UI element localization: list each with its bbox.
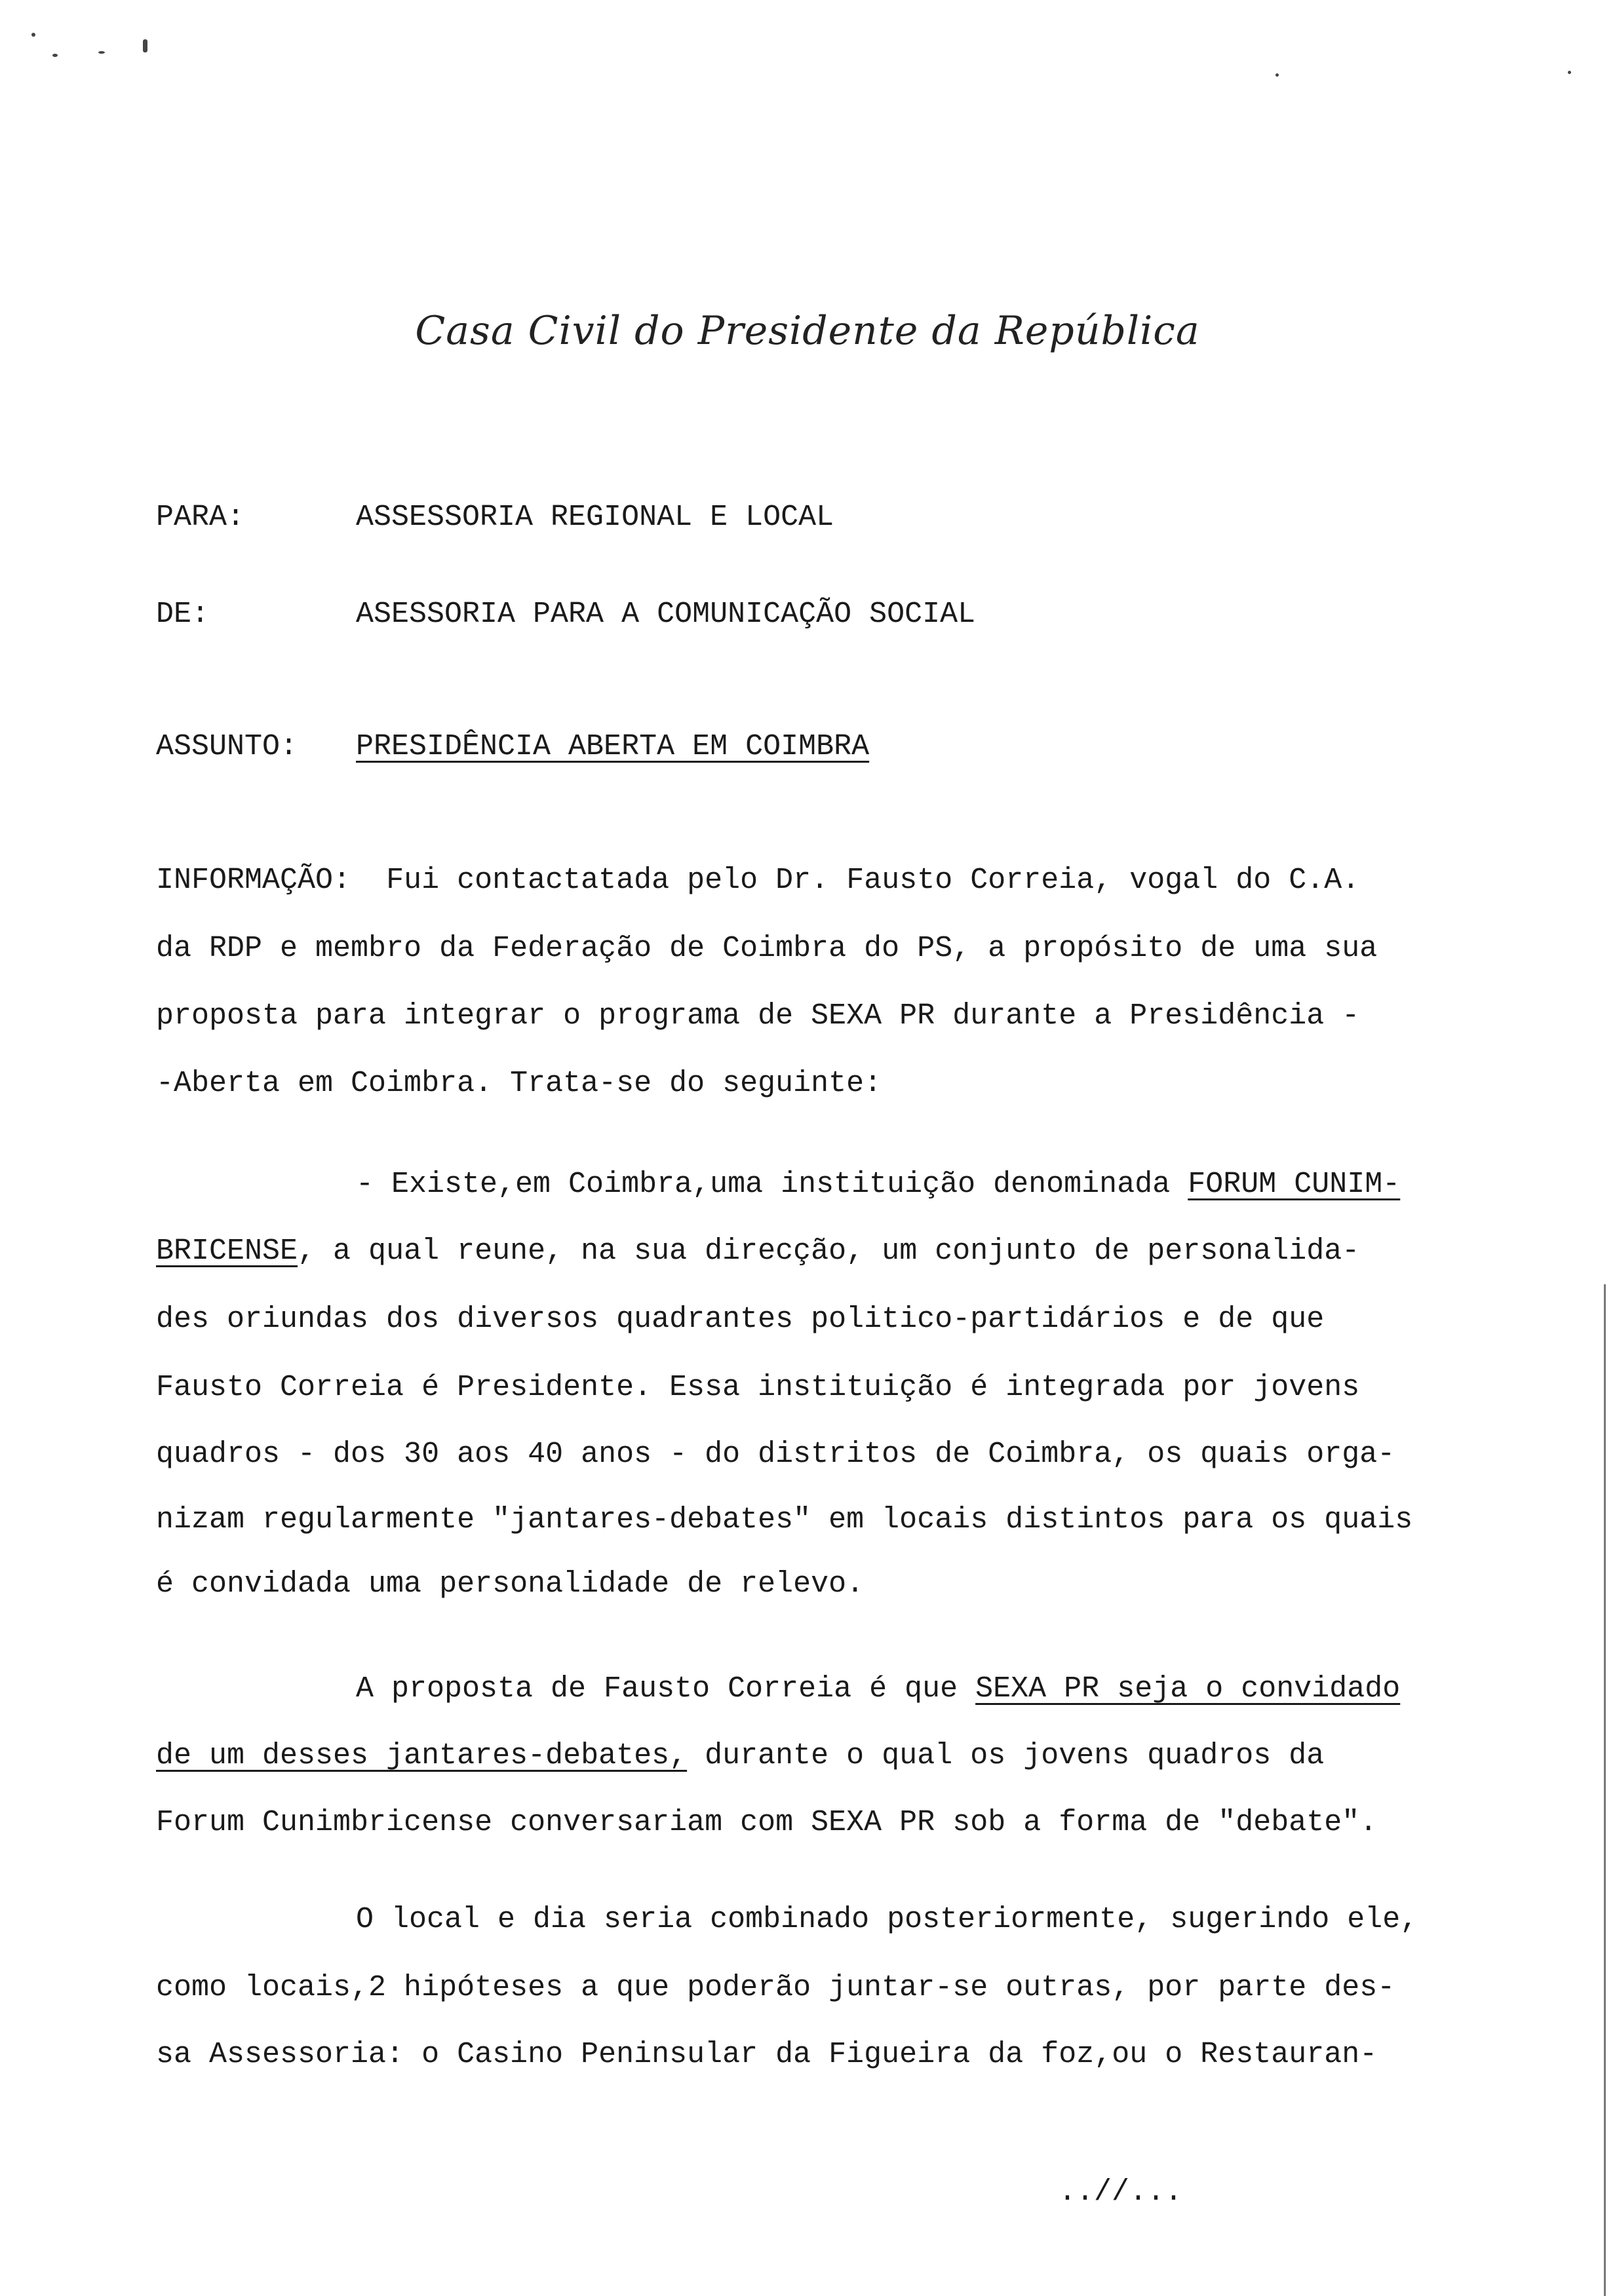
from-value: ASESSORIA PARA A COMUNICAÇÃO SOCIAL bbox=[356, 598, 976, 631]
from-label: DE: bbox=[156, 598, 210, 631]
body-line: é convidada uma personalidade de relevo. bbox=[156, 1567, 865, 1601]
body-line bbox=[156, 1739, 1324, 1772]
subject-value: PRESIDÊNCIA ABERTA EM COIMBRA bbox=[356, 730, 870, 763]
body-text: Fui contactatada pelo Dr. Fausto Correia, vogal do C.A. bbox=[386, 864, 1360, 897]
body-line: da RDP e membro da Federação de Coimbra do PS, a propósito de uma sua bbox=[156, 932, 1378, 965]
scan-speck bbox=[52, 54, 58, 57]
to-value: ASSESSORIA REGIONAL E LOCAL bbox=[356, 501, 834, 534]
to-label: PARA: bbox=[156, 501, 245, 534]
body-line: quadros - dos 30 aos 40 anos - do distritos de Coimbra, os quais orga- bbox=[156, 1438, 1395, 1471]
proposal-underlined: SEXA PR seja o convidado bbox=[975, 1672, 1401, 1706]
subject-label: ASSUNTO: bbox=[156, 730, 298, 763]
body-text: , a qual reune, na sua direcção, um conjunto de personalida- bbox=[298, 1234, 1360, 1268]
body-line: -Aberta em Coimbra. Trata-se do seguinte: bbox=[156, 1067, 882, 1100]
body-text: A proposta de Fausto Correia é que bbox=[356, 1672, 976, 1706]
scan-speck bbox=[98, 51, 105, 54]
scan-speck bbox=[31, 33, 35, 37]
body-line: proposta para integrar o programa de SEXA PR durante a Presidência - bbox=[156, 999, 1360, 1033]
body-line: Fausto Correia é Presidente. Essa instituição é integrada por jovens bbox=[156, 1371, 1360, 1404]
letterhead: Casa Civil do Presidente da República bbox=[415, 308, 1200, 354]
forum-name-underlined: FORUM CUNIM- bbox=[1188, 1168, 1401, 1201]
forum-name-underlined: BRICENSE bbox=[156, 1234, 298, 1268]
scan-speck bbox=[1568, 71, 1571, 74]
continuation-mark: ..//... bbox=[1059, 2175, 1183, 2209]
body-line: des oriundas dos diversos quadrantes politico-partidários e de que bbox=[156, 1303, 1325, 1336]
scan-speck bbox=[1275, 73, 1279, 77]
body-line: sa Assessoria: o Casino Peninsular da Figueira da foz,ou o Restauran- bbox=[156, 2038, 1378, 2071]
body-line bbox=[356, 1168, 1400, 1201]
info-label: INFORMAÇÃO: bbox=[156, 864, 351, 897]
scan-edge-line bbox=[1604, 1284, 1606, 2296]
body-line: como locais,2 hipóteses a que poderão juntar-se outras, por parte des- bbox=[156, 1971, 1395, 2004]
body-text: durante o qual os jovens quadros da bbox=[687, 1739, 1325, 1772]
body-line: Forum Cunimbricense conversariam com SEXA PR sob a forma de "debate". bbox=[156, 1806, 1378, 1839]
body-line: O local e dia seria combinado posteriormente, sugerindo ele, bbox=[356, 1903, 1418, 1936]
info-line-1 bbox=[156, 864, 1359, 897]
body-line: nizam regularmente "jantares-debates" em locais distintos para os quais bbox=[156, 1503, 1413, 1537]
body-line bbox=[156, 1234, 1359, 1268]
body-text: - Existe,em Coimbra,uma instituição denominada bbox=[356, 1168, 1188, 1201]
body-line bbox=[356, 1672, 1400, 1706]
proposal-underlined: de um desses jantares-debates, bbox=[156, 1739, 688, 1772]
scan-speck bbox=[143, 39, 147, 52]
